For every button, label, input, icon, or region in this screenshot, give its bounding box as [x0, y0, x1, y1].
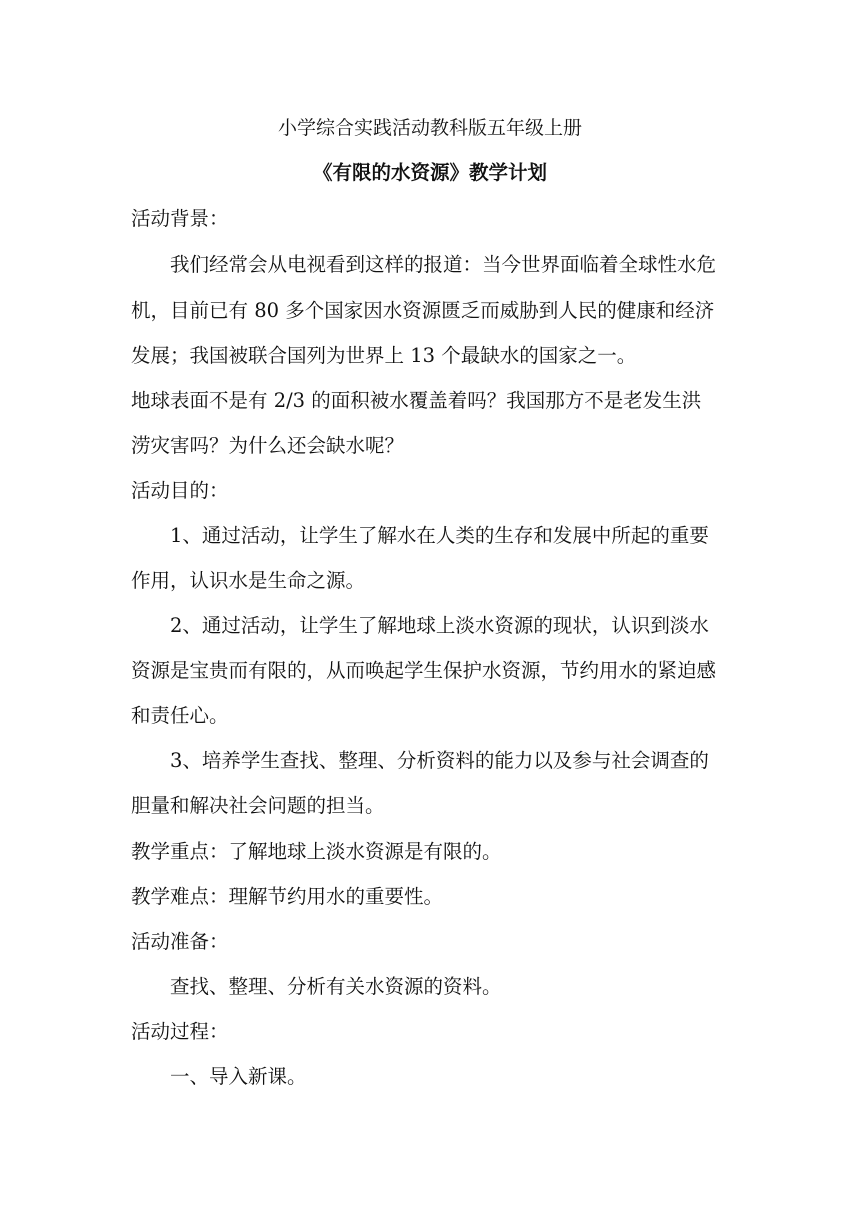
objective-line: 3、培养学生查找、整理、分析资料的能力以及参与社会调查的 — [170, 749, 709, 772]
objective-line: 和责任心。 — [131, 704, 229, 727]
objective-line: 作用，认识水是生命之源。 — [131, 569, 366, 592]
paragraph-line: 涝灾害吗？为什么还会缺水呢？ — [131, 434, 405, 457]
objective-line: 资源是宝贵而有限的，从而唤起学生保护水资源，节约用水的紧迫感 — [131, 659, 717, 682]
section-heading-objectives: 活动目的： — [131, 479, 229, 502]
document-title: 小学综合实践活动教科版五年级上册 — [277, 117, 582, 139]
paragraph-line: 机，目前已有 80 多个国家因水资源匮乏而威胁到人民的健康和经济 — [131, 299, 715, 322]
objective-line: 胆量和解决社会问题的担当。 — [131, 794, 385, 817]
document-subtitle: 《有限的水资源》教学计划 — [312, 161, 547, 184]
objective-line: 1、通过活动，让学生了解水在人类的生存和发展中所起的重要 — [170, 524, 709, 547]
preparation-line: 查找、整理、分析有关水资源的资料。 — [170, 975, 502, 998]
paragraph-line: 我们经常会从电视看到这样的报道：当今世界面临着全球性水危 — [170, 253, 717, 276]
paragraph-line: 发展；我国被联合国列为世界上 13 个最缺水的国家之一。 — [131, 344, 637, 367]
section-heading-preparation: 活动准备： — [131, 930, 229, 953]
section-heading-process: 活动过程： — [131, 1020, 229, 1043]
objective-line: 2、通过活动，让学生了解地球上淡水资源的现状，认识到淡水 — [170, 614, 709, 637]
paragraph-line: 地球表面不是有 2/3 的面积被水覆盖着吗？我国那方不是老发生洪 — [131, 389, 702, 412]
teaching-difficulty: 教学难点：理解节约用水的重要性。 — [131, 885, 444, 908]
teaching-focus: 教学重点：了解地球上淡水资源是有限的。 — [131, 840, 502, 863]
section-heading-background: 活动背景： — [131, 207, 229, 230]
process-step: 一、导入新课。 — [170, 1065, 307, 1088]
